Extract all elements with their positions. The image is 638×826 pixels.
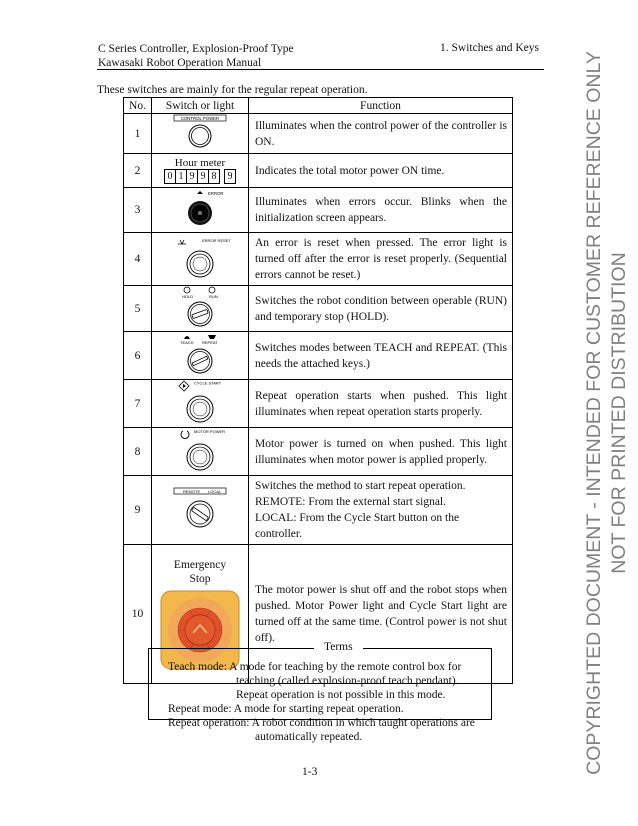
switch-cell xyxy=(152,286,249,332)
header-subtitle: Kawasaki Robot Operation Manual xyxy=(98,57,262,69)
terms-line: Repeat operation: A robot condition in which taught operations are xyxy=(168,717,475,729)
watermark-line: NOT FOR PRINTED DISTRIBUTION xyxy=(607,252,630,574)
function-text: Indicates the total motor power ON time. xyxy=(249,154,513,188)
header-title: C Series Controller, Explosion-Proof Type xyxy=(98,43,294,55)
row-number: 1 xyxy=(124,114,152,154)
col-header-switch: Switch or light xyxy=(152,98,249,114)
header-left xyxy=(98,42,294,70)
row-number: 8 xyxy=(124,428,152,476)
table-header-row xyxy=(124,98,513,114)
function-text: Illuminates when the control power of the controller is ON. xyxy=(249,114,513,154)
terms-line: automatically repeated. xyxy=(255,731,363,743)
selector-label: RUN xyxy=(209,294,218,299)
selector-label: REMOTE xyxy=(183,488,201,494)
button-label: MOTOR POWER xyxy=(194,429,226,434)
row-number: 3 xyxy=(124,188,152,233)
table-row xyxy=(124,380,513,428)
selector-label: LOCAL xyxy=(208,488,222,494)
function-text: An error is reset when pressed. The error light is turned off after the error is reset properly. (Sequential errors cannot be reset.) xyxy=(249,233,513,286)
hour-digit: 1 xyxy=(176,170,187,183)
switch-table xyxy=(123,97,513,684)
function-text: Motor power is turned on when pushed. This light illuminates when motor power is applied properly. xyxy=(249,428,513,476)
table-row xyxy=(124,428,513,476)
row-number: 6 xyxy=(124,332,152,380)
function-text: Illuminates when errors occur. Blinks when the initialization screen appears. xyxy=(249,188,513,233)
pushbutton-icon xyxy=(174,237,231,279)
terms-line: teaching (called explosion-proof teach pendant). xyxy=(236,675,459,687)
header-rule xyxy=(97,69,544,70)
function-text: Switches modes between TEACH and REPEAT. (This needs the attached keys.) xyxy=(249,332,513,380)
hour-digit: 9 xyxy=(187,170,198,183)
hour-digit: 8 xyxy=(211,171,217,182)
switch-cell xyxy=(152,154,249,188)
switch-cell xyxy=(152,114,249,154)
function-text: Switches the method to start repeat operation. REMOTE: From the external start signal. LOCAL: From the Cycle Start button on the controller. xyxy=(249,476,513,545)
hour-digit: 9 xyxy=(198,170,209,183)
row-number: 5 xyxy=(124,286,152,332)
watermark-line: COPYRIGHTED DOCUMENT - INTENDED FOR CUSTOMER REFERENCE ONLY xyxy=(582,51,605,775)
table-row xyxy=(124,188,513,233)
col-header-function: Function xyxy=(249,98,513,114)
switch-cell xyxy=(152,428,249,476)
switch-cell xyxy=(152,476,249,545)
table-row xyxy=(124,233,513,286)
hour-digit: 0 xyxy=(165,170,176,183)
pilot-lamp-icon xyxy=(170,114,230,150)
terms-title: Terms xyxy=(314,641,363,653)
row-number: 2 xyxy=(124,154,152,188)
hour-digit-tenth: 9 xyxy=(224,169,236,184)
intro-text: These switches are mainly for the regular repeat operation. xyxy=(97,84,368,96)
table-row xyxy=(124,114,513,154)
button-label: CYCLE START xyxy=(194,380,222,386)
terms-line: Teach mode: A mode for teaching by the remote control box for xyxy=(168,661,462,673)
terms-line: Repeat mode: A mode for starting repeat operation. xyxy=(168,703,404,715)
row-number: 4 xyxy=(124,233,152,286)
key-label: REPEAT xyxy=(202,340,218,345)
table-row xyxy=(124,286,513,332)
table-row xyxy=(124,332,513,380)
selector-switch-icon xyxy=(168,487,232,531)
hour-meter-icon xyxy=(164,169,236,184)
estop-label-line: Stop xyxy=(189,573,211,585)
switch-cell xyxy=(152,188,249,233)
header-section: 1. Switches and Keys xyxy=(440,42,540,54)
row-number: 7 xyxy=(124,380,152,428)
function-text: Switches the robot condition between operable (RUN) and temporary stop (HOLD). xyxy=(249,286,513,332)
lamp-label: ERROR xyxy=(208,190,224,196)
terms-line: Repeat operation is not possible in this mode. xyxy=(236,689,446,701)
row-number: 10 xyxy=(124,545,152,684)
pushbutton-icon xyxy=(174,380,226,424)
row-number: 9 xyxy=(124,476,152,545)
col-header-no: No. xyxy=(124,98,152,114)
function-text: The motor power is shut off and the robot stops when pushed. Motor Power light and Cycle Start light are turned off at the same time. (Control power is not shut off). xyxy=(249,545,513,684)
function-text: Repeat operation starts when pushed. This light illuminates when repeat operation starts properly. xyxy=(249,380,513,428)
key-label: TEACH xyxy=(180,340,194,345)
selector-label: HOLD xyxy=(182,294,194,299)
estop-label-line: Emergency xyxy=(173,559,227,571)
hour-meter-label: Hour meter xyxy=(174,157,226,169)
page-number: 1-3 xyxy=(302,766,318,778)
switch-cell xyxy=(152,380,249,428)
table-row xyxy=(124,154,513,188)
pushbutton-icon xyxy=(174,428,226,472)
table-row xyxy=(124,476,513,545)
button-label: ERROR RESET xyxy=(202,237,231,243)
selector-switch-icon xyxy=(172,286,228,328)
lamp-label: CONTROL POWER xyxy=(180,115,220,121)
estop-label xyxy=(174,558,226,586)
watermark xyxy=(575,0,638,826)
key-switch-icon xyxy=(170,332,230,376)
switch-cell xyxy=(152,332,249,380)
pilot-lamp-icon xyxy=(176,189,224,229)
switch-cell xyxy=(152,233,249,286)
